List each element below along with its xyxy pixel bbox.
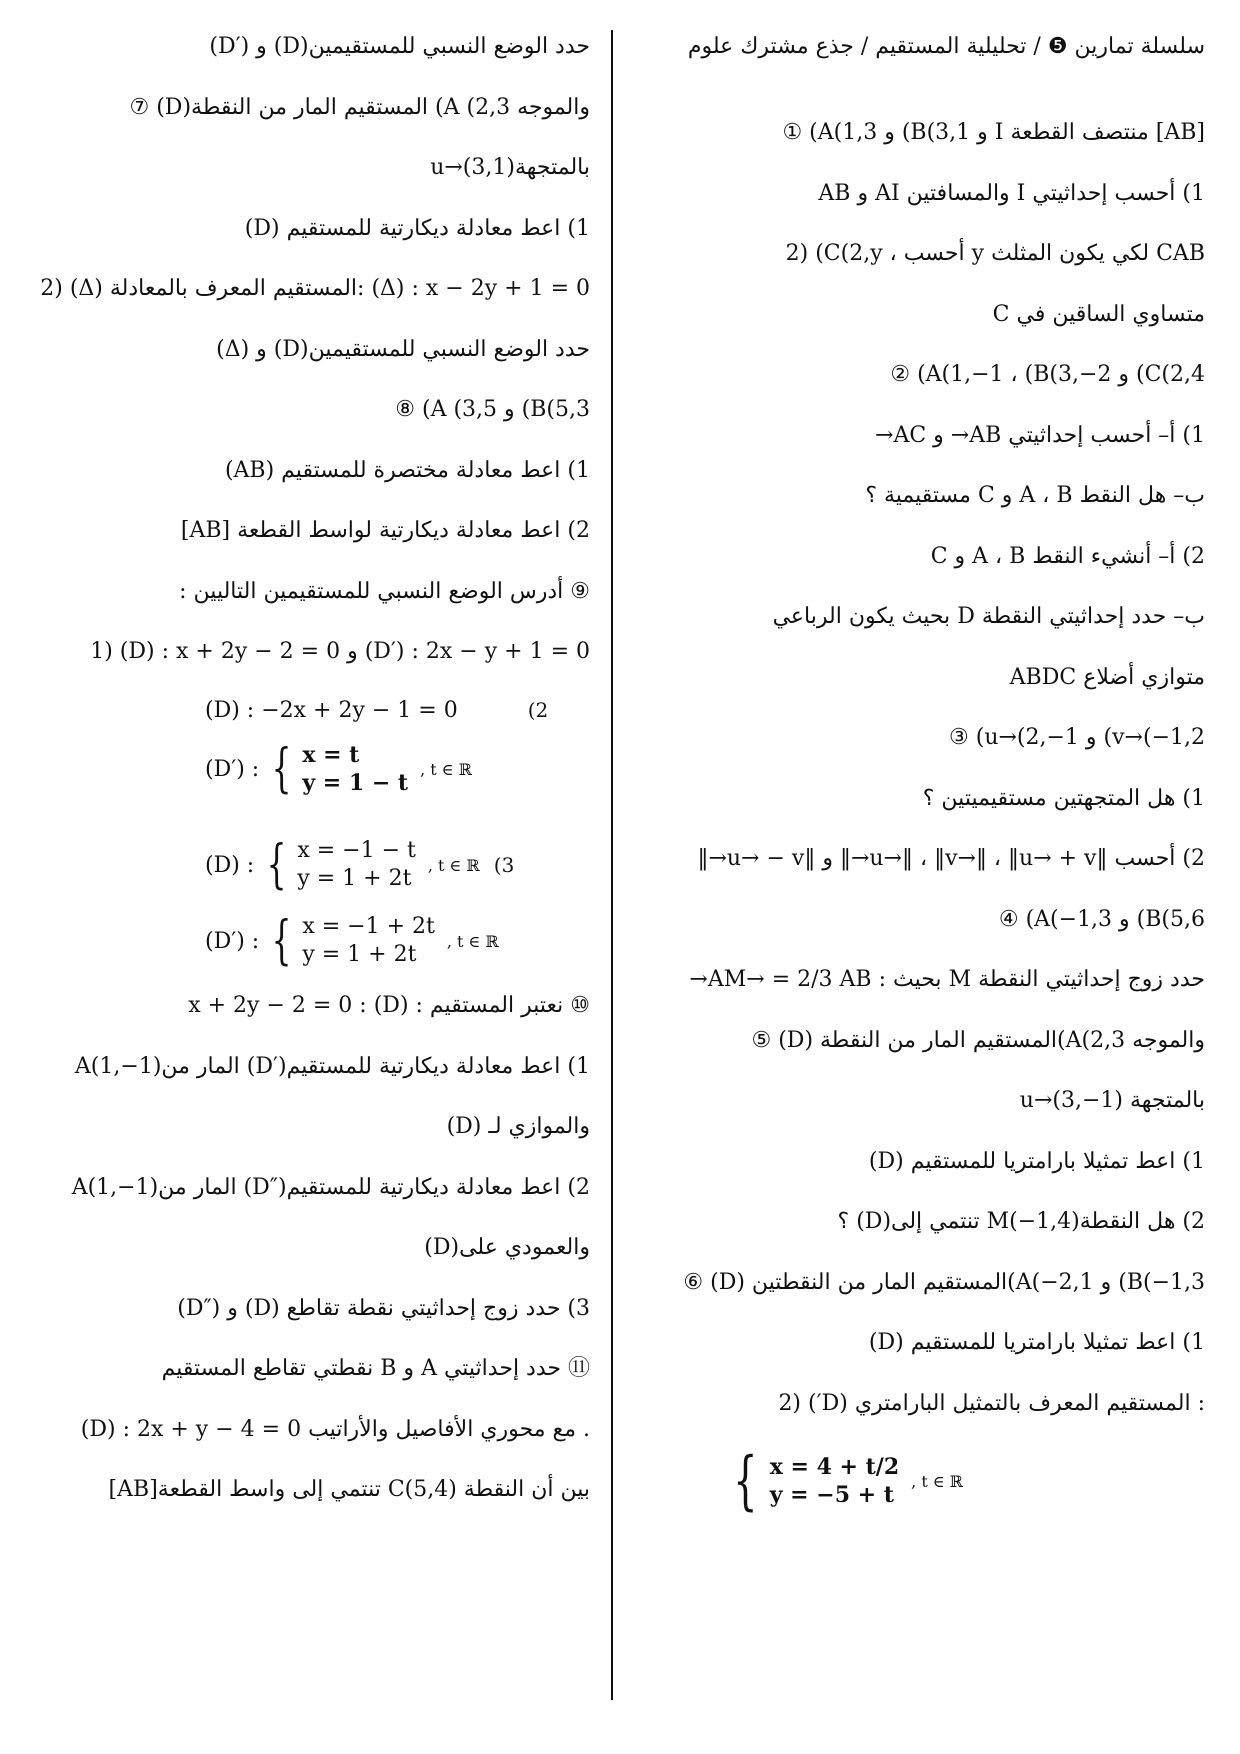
exercise-7-q2: 2) (Δ) المستقيم المعرف بالمعادلة: (Δ) : x − 2y + 1 = 0: [40, 276, 590, 301]
system-domain: , t ∈ ℝ: [446, 931, 499, 951]
exercise-9-case2-line1: [30, 695, 590, 725]
exercise-7-q2-cont: حدد الوضع النسبي للمستقيمين(D) و (Δ): [216, 336, 590, 362]
exercise-2-q1a: 1) أ– أحسب إحداثيتي AB→ و AC→: [875, 422, 1205, 448]
case2-system-d-prime: [205, 741, 590, 797]
system-rows: [302, 741, 408, 797]
exercise-5: ⑤ (D) المستقيم المار من النقطة(A(2,3 والموجه: [751, 1027, 1205, 1053]
exercise-2: ② (A(1,−1 ، (B(3,−2 و (C(2,4: [890, 362, 1205, 387]
exercise-1: ① (A(1,3 و (B(3,1 و I منتصف القطعة [AB]: [782, 120, 1205, 145]
exercise-10-q2-cont: والعمودي على(D): [424, 1235, 590, 1260]
exercise-4-q: حدد زوج إحداثيتي النقطة M بحيث : AM→ = 2/3 AB→: [689, 967, 1205, 992]
exercise-1-q2-cont: متساوي الساقين في C: [992, 301, 1205, 327]
exercise-9: ⑨ أدرس الوضع النسبي للمستقيمين التاليين :: [179, 578, 590, 604]
exercise-10-q3: 3) حدد زوج إحداثيتي نقطة تقاطع (D) و (″D): [177, 1295, 590, 1321]
column-divider: [611, 30, 613, 1700]
exercise-6-q3: حدد الوضع النسبي للمستقيمين(D) و (′D): [209, 34, 590, 59]
exercise-3: ③ (u→(2,−1 و (v→(−1,2: [949, 725, 1205, 750]
exercise-10: ⑩ نعتبر المستقيم : (D) : x + 2y − 2 = 0: [188, 993, 590, 1018]
exercise-9-case1: 1) (D) : x + 2y − 2 = 0 و (D′) : 2x − y + 1 = 0: [90, 639, 590, 664]
parametric-system-d-prime: [725, 1444, 1205, 1518]
exercise-11-cont: (D) : 2x + y − 4 = 0 مع محوري الأفاصيل والأراتيب .: [80, 1416, 590, 1442]
exercise-3-q1: 1) هل المتجهتين مستقيميتين ؟: [922, 785, 1205, 811]
exercise-2-q2b: ب– حدد إحداثيتي النقطة D بحيث يكون الرباعي: [772, 604, 1205, 629]
system-row-x: x = 4 + t/2: [769, 1454, 900, 1480]
exercise-7-cont: بالمتجهة(u→(3,1: [430, 155, 590, 180]
series-title: سلسلة تمارين ❺ / تحليلية المستقيم / جذع مشترك علوم: [687, 34, 1205, 59]
system-rows: [770, 1453, 899, 1509]
exercise-2-q2b-cont: ABDC متوازي أضلاع: [1009, 664, 1205, 690]
system-row-x: x = −1 − t: [297, 838, 416, 863]
exercise-11-q: بين أن النقطة (C(5,4 تنتمي إلى واسط القطعة[AB]: [108, 1477, 590, 1502]
exercise-6-q1: 1) اعط تمثيلا بارامتريا للمستقيم (D): [868, 1330, 1205, 1355]
exercise-2-q2a: 2) أ– أنشيء النقط A ، B و C: [930, 543, 1205, 569]
exercise-4: ④ (A(−1,3 و (B(5,6: [998, 906, 1205, 932]
system-row-y: y = 1 + 2t: [297, 866, 412, 891]
system-row-x: x = t: [302, 742, 360, 768]
exercise-7: ⑦ (D)المستقيم المار من النقطة (A (2,3 والموجه: [129, 94, 590, 120]
case3-system-d: [205, 837, 590, 893]
system-rows: [302, 913, 435, 969]
exercise-8: ⑧ (A (3,5 و (B(5,3: [395, 397, 590, 422]
left-brace: {: [733, 1444, 758, 1518]
system-domain: , t ∈ ℝ: [911, 1471, 964, 1491]
case2-equation: (D) : −2x + 2y − 1 = 0: [205, 697, 458, 723]
exercise-8-q2: 2) اعط معادلة ديكارتية لواسط القطعة [AB]: [180, 518, 590, 543]
case3-dp-label: (D′) :: [205, 928, 260, 954]
exercise-6: ⑥ (D) المستقيم المار من النقطتين(A(−2,1 و (B(−1,3: [683, 1269, 1205, 1295]
case3-d-label: (D) :: [205, 852, 255, 878]
system-row-y: y = 1 + 2t: [302, 942, 417, 967]
exercise-8-q1: 1) اعط معادلة مختصرة للمستقيم (AB): [224, 457, 590, 483]
case2-system-label: (D′) :: [205, 756, 260, 782]
left-brace: {: [271, 911, 292, 971]
exercise-11: ⑪ حدد إحداثيتي A و B نقطتي تقاطع المستقيم: [161, 1356, 590, 1381]
left-brace: {: [271, 739, 292, 799]
left-column: [30, 32, 590, 1536]
exercise-7-q1: 1) اعط معادلة ديكارتية للمستقيم (D): [244, 215, 590, 241]
system-rows: [297, 837, 416, 893]
case2-label: (2: [527, 698, 549, 722]
right-column: [645, 32, 1205, 1518]
exercise-5-cont: بالمتجهة (u→(3,−1: [1019, 1088, 1205, 1113]
left-brace: {: [266, 835, 287, 895]
system-domain: , t ∈ ℝ: [420, 759, 472, 779]
case3-system-d-prime: [205, 913, 590, 969]
exercise-10-q2: 2) اعط معادلة ديكارتية للمستقيم(″D) المار من(A(1,−1: [71, 1174, 590, 1200]
exercise-1-q1: 1) أحسب إحداثيتي I والمسافتين AI و AB: [818, 180, 1205, 206]
exercise-1-q2: 2) (C(2,y ، أحسب y لكي يكون المثلث CAB: [785, 241, 1205, 266]
system-row-x: x = −1 + 2t: [302, 914, 435, 939]
exercise-6-q2: 2) (′D) المستقيم المعرف بالتمثيل البارامتري :: [778, 1390, 1205, 1416]
system-row-y: y = 1 − t: [302, 770, 409, 796]
exercise-3-q2: 2) أحسب ‖u→‖ ، ‖v→‖ ، ‖u→ + v→‖ و ‖u→ − v→‖: [697, 846, 1205, 871]
exercise-10-q1: 1) اعط معادلة ديكارتية للمستقيم(′D) المار من(A(1,−1: [74, 1053, 590, 1079]
exercise-10-q1-cont: والموازي لـ (D): [446, 1114, 590, 1139]
case3-label: (3: [493, 853, 515, 877]
exercise-2-q1b: ب– هل النقط A ، B و C مستقيمية ؟: [865, 483, 1205, 508]
system-row-y: y = −5 + t: [769, 1482, 894, 1508]
exercise-5-q1: 1) اعط تمثيلا بارامتريا للمستقيم (D): [868, 1148, 1205, 1174]
exercise-5-q2: 2) هل النقطة(M(−1,4 تنتمي إلى(D) ؟: [837, 1209, 1205, 1234]
system-domain: , t ∈ ℝ: [427, 855, 480, 875]
